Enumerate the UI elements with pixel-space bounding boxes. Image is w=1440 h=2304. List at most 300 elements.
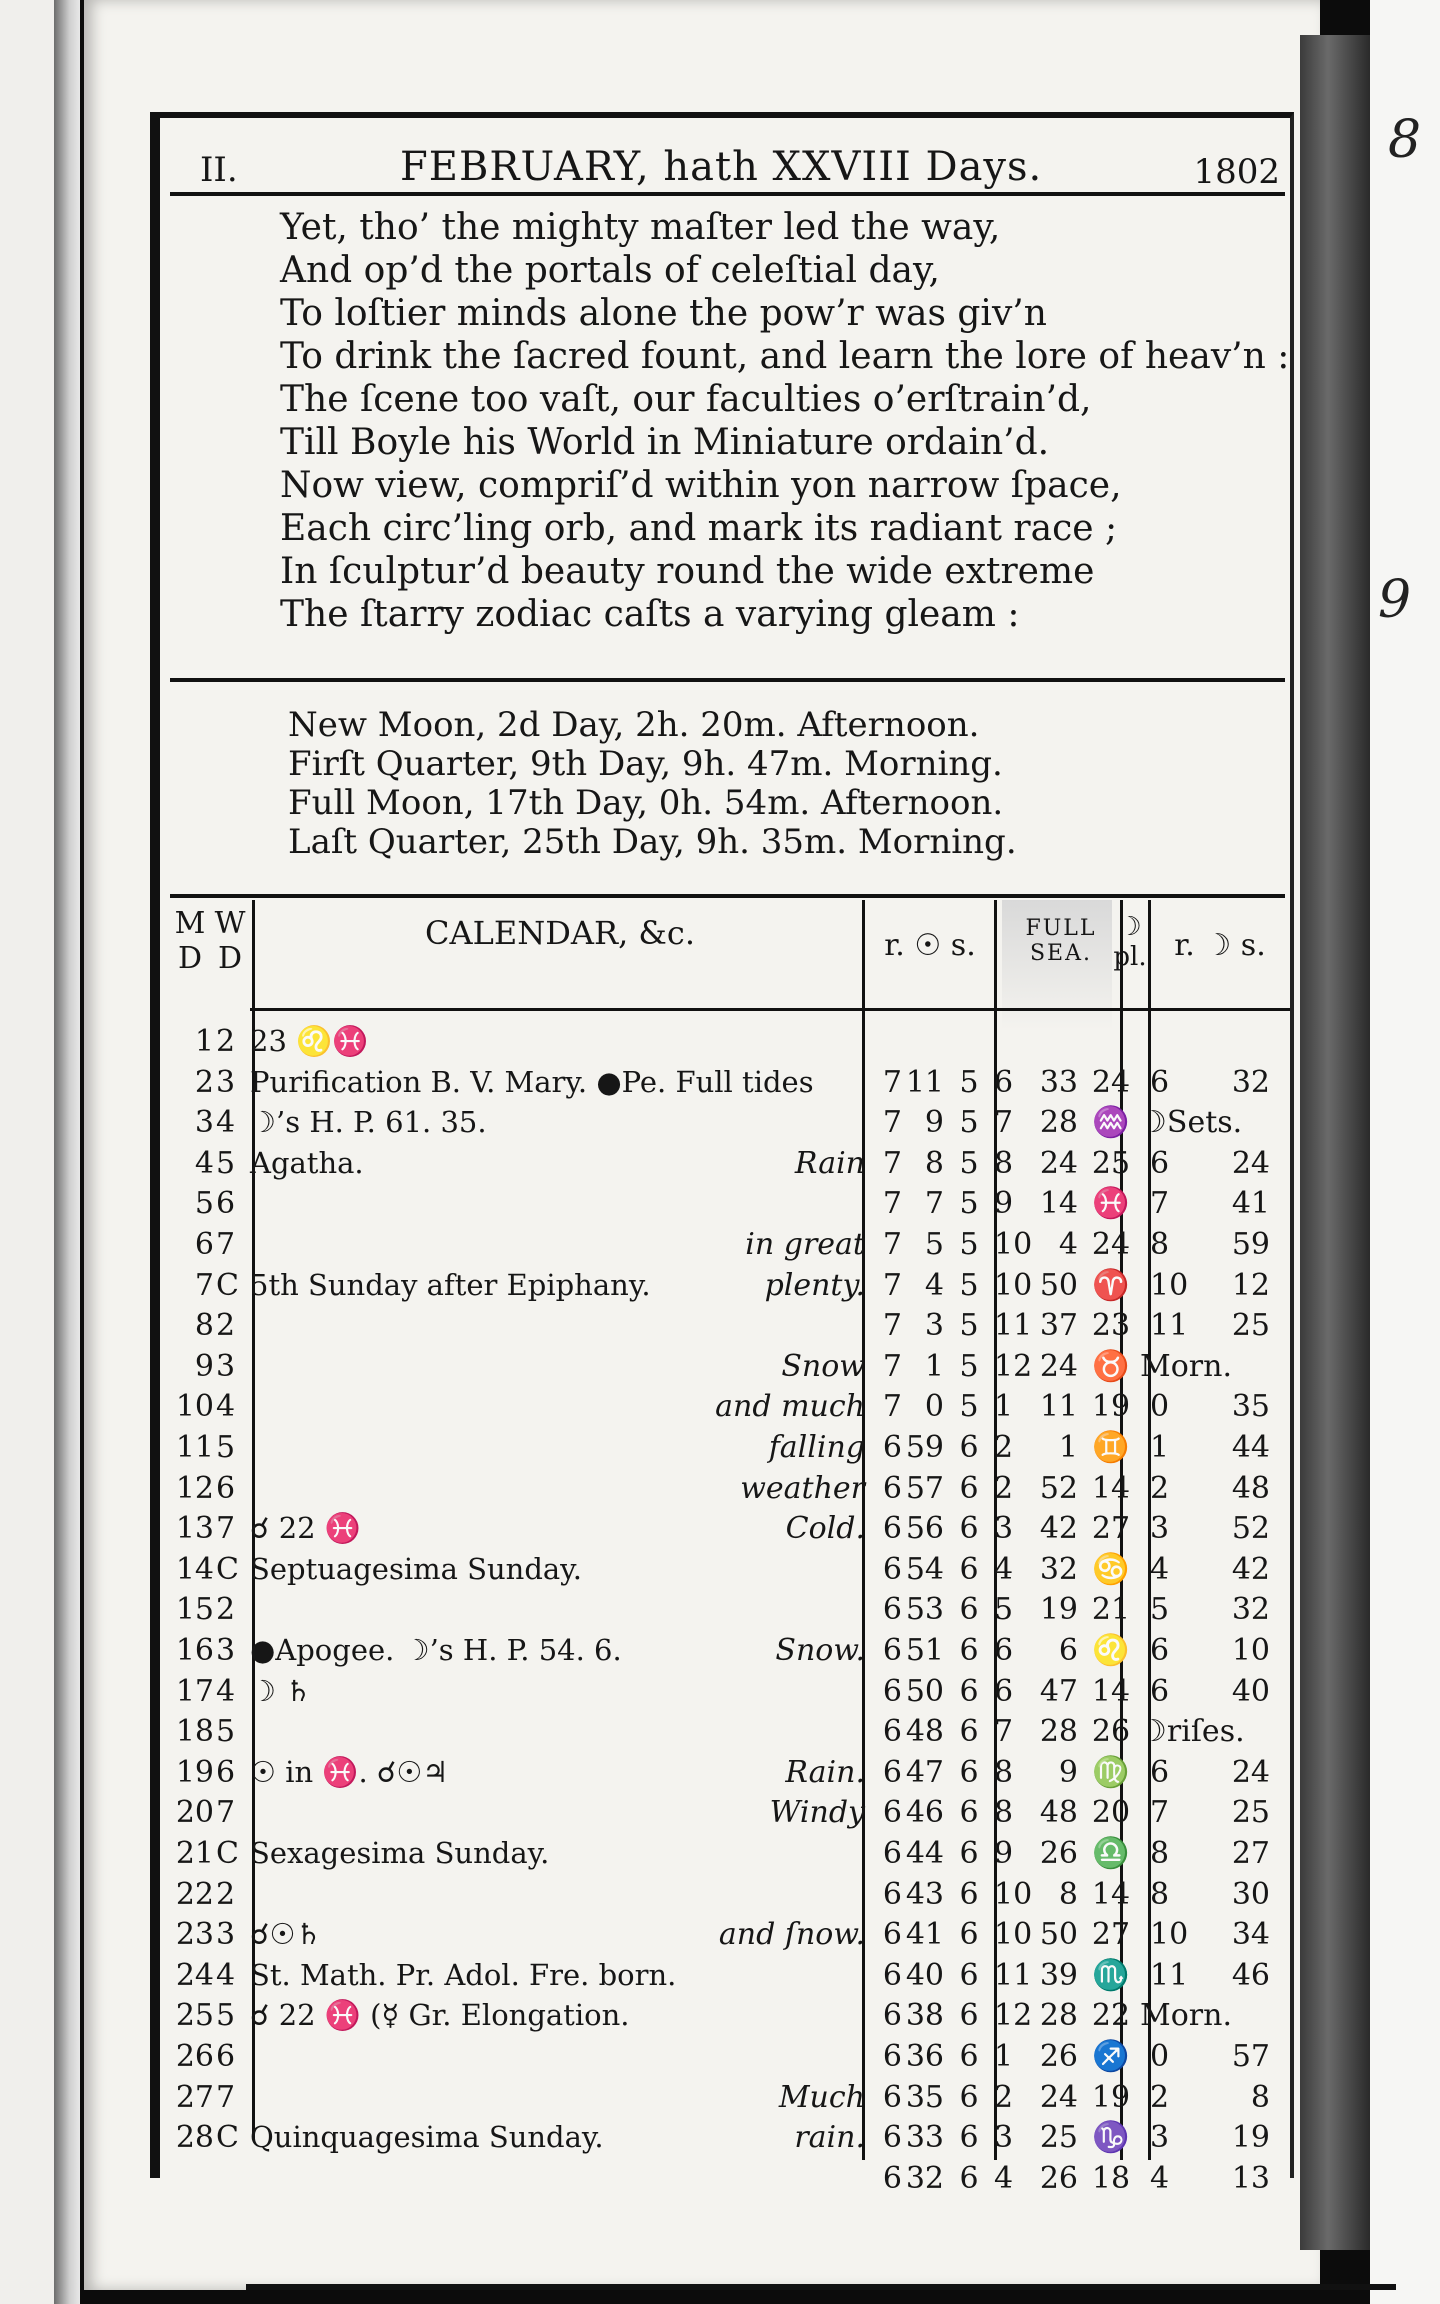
poem-line: The ſtarry zodiac caſts a varying gleam : — [280, 594, 1020, 635]
cell-sr: 6 — [882, 1470, 902, 1506]
cell-mh: ☽riſes. — [1140, 1714, 1245, 1750]
calendar-row — [160, 1631, 1290, 1671]
margin-mark-top: 8 — [1388, 110, 1422, 170]
cell-wd: 5 — [216, 1430, 236, 1465]
calendar-row — [160, 1063, 1290, 1103]
cell-wd: 6 — [216, 2039, 236, 2074]
cell-mh: 6 — [1150, 1633, 1170, 1668]
calendar-row — [160, 1753, 1290, 1793]
cell-fh: 2 — [994, 1470, 1014, 1506]
cell-pl: 25 — [1091, 1145, 1131, 1181]
cell-fm: 24 — [1039, 1348, 1078, 1384]
cell-sr: 6 — [882, 1754, 902, 1790]
cell-ss: 5 — [959, 1145, 979, 1181]
cell-fm: 50 — [1039, 1917, 1078, 1953]
cell-ss: 6 — [959, 1430, 979, 1465]
cell-ss: 5 — [959, 1348, 979, 1384]
cell-mm: 30 — [1231, 1876, 1270, 1912]
cell-mh: 3 — [1150, 1511, 1170, 1547]
page-header — [160, 136, 1290, 196]
cell-note: Much — [778, 2079, 865, 2115]
cell-note: plenty. — [764, 1267, 865, 1303]
poem-line: Yet, tho’ the mighty maſter led the way, — [280, 207, 1001, 248]
cell-mh: 8 — [1150, 1876, 1170, 1912]
cell-wd: C — [216, 1267, 239, 1303]
calendar-row — [160, 1103, 1290, 1143]
cell-fh: 11 — [994, 1957, 1033, 1993]
cell-fm: 14 — [1039, 1186, 1078, 1222]
cell-note: Cold. — [785, 1511, 865, 1547]
cell-cal: 23 ♌♓ — [250, 1024, 369, 1058]
cell-fh: 12 — [994, 1348, 1033, 1384]
cell-sr: 7 — [882, 1227, 902, 1262]
cell-srm: 46 — [905, 1795, 944, 1831]
cell-ss: 5 — [959, 1105, 979, 1141]
cell-note: Snow. — [775, 1633, 865, 1668]
cell-sr: 6 — [882, 1795, 902, 1831]
margin-mark-bottom: 9 — [1378, 570, 1412, 630]
cell-cal: ●Apogee. ☽’s H. P. 54. 6. — [250, 1633, 622, 1667]
cell-pl: ♍ — [1092, 1754, 1130, 1790]
calendar-row — [160, 1672, 1290, 1712]
cell-fh: 4 — [994, 1551, 1014, 1587]
cell-note: in great — [745, 1227, 865, 1262]
calendar-row — [160, 1956, 1290, 1996]
cell-cal: Quinquagesima Sunday. — [250, 2120, 604, 2155]
cell-pl: ♋ — [1092, 1551, 1130, 1587]
cell-pl: 21 — [1091, 1592, 1131, 1628]
poem-line: To loſtier minds alone the pow’r was giv’n — [280, 293, 1047, 334]
cell-fh: 7 — [994, 1714, 1014, 1750]
cell-fm: 19 — [1039, 1592, 1078, 1628]
cell-mm: 13 — [1231, 2160, 1270, 2196]
cell-srm: 56 — [905, 1511, 944, 1547]
cell-sr: 6 — [882, 2039, 902, 2074]
cell-fm: 52 — [1039, 1470, 1078, 1506]
cell-fh: 10 — [994, 1267, 1033, 1303]
cell-cal: 5th Sunday after Epiphany. — [250, 1267, 651, 1302]
cell-pl: ♏ — [1092, 1957, 1130, 1993]
calendar-row — [160, 1996, 1290, 2036]
cell-srm: 40 — [905, 1957, 944, 1993]
cell-pl: ♒ — [1092, 1105, 1130, 1141]
cell-md: 22 — [175, 1876, 214, 1912]
cell-wd: 4 — [216, 1105, 236, 1141]
cell-srm: 5 — [924, 1227, 944, 1262]
calendar-row — [160, 1428, 1290, 1468]
cell-fm: 11 — [1039, 1389, 1078, 1425]
cell-mm: 25 — [1231, 1795, 1270, 1831]
cell-sr: 6 — [882, 1917, 902, 1953]
cell-fh: 11 — [994, 1308, 1033, 1344]
cell-srm: 36 — [905, 2039, 944, 2074]
cell-mh: Morn. — [1140, 1348, 1232, 1384]
cell-sr: 6 — [882, 1592, 902, 1628]
cell-mh: 0 — [1150, 2039, 1170, 2074]
cell-md: 13 — [175, 1511, 214, 1547]
cell-sr: 7 — [882, 1308, 902, 1344]
cell-ss: 6 — [959, 1470, 979, 1506]
cell-srm: 33 — [905, 2120, 944, 2156]
cell-ss: 5 — [959, 1227, 979, 1262]
page-shadow-edge — [1300, 35, 1370, 2250]
cell-fm: 47 — [1039, 1673, 1078, 1709]
calendar-row — [160, 1266, 1290, 1306]
facing-page — [1370, 0, 1440, 2304]
cell-note: falling — [768, 1430, 865, 1465]
cell-srm: 7 — [924, 1186, 944, 1222]
poem-line: And op’d the portals of celeſtial day, — [280, 250, 940, 291]
header-full-sea: FULL SEA. — [1025, 916, 1097, 966]
cell-md: 24 — [175, 1957, 214, 1993]
cell-mh: 2 — [1150, 2079, 1170, 2115]
cell-fh: 7 — [994, 1105, 1014, 1141]
cell-srm: 32 — [905, 2160, 944, 2196]
header-sun: r. ☉ s. — [884, 928, 976, 963]
cell-mm: 42 — [1231, 1551, 1270, 1587]
cell-mm: 27 — [1231, 1836, 1270, 1871]
poem — [280, 206, 1290, 636]
calendar-row — [160, 2078, 1290, 2118]
calendar-row — [160, 2159, 1290, 2199]
cell-cal: ☉ in ♓. ☌☉♃ — [250, 1754, 449, 1789]
cell-ss: 5 — [959, 1064, 979, 1100]
cell-mm: 24 — [1231, 1145, 1270, 1181]
moon-phases — [288, 706, 1278, 862]
cell-mm: 32 — [1231, 1064, 1270, 1100]
cell-fm: 37 — [1039, 1308, 1078, 1344]
poem-line: Now view, compriſ’d within yon narrow ſpace, — [280, 465, 1122, 506]
cell-mh: 10 — [1150, 1917, 1189, 1953]
header-calendar: CALENDAR, &c. — [425, 914, 695, 952]
cell-note: Rain — [794, 1145, 865, 1181]
cell-mm: 44 — [1231, 1430, 1270, 1465]
cell-fm: 50 — [1039, 1267, 1078, 1303]
cell-wd: 3 — [216, 1633, 236, 1668]
cell-md: 16 — [175, 1633, 214, 1668]
cell-mh: 11 — [1150, 1308, 1189, 1344]
cell-md: 15 — [175, 1592, 214, 1628]
cell-cal: ☌ 22 ♓ — [250, 1511, 361, 1546]
cell-sr: 6 — [882, 1551, 902, 1587]
cell-mh: 7 — [1150, 1795, 1170, 1831]
cell-wd: 7 — [216, 1511, 236, 1547]
cell-fm: 28 — [1039, 1105, 1078, 1141]
cell-md: 7 — [194, 1267, 214, 1303]
cell-fh: 1 — [994, 1389, 1014, 1425]
cell-srm: 8 — [924, 1145, 944, 1181]
cell-wd: C — [216, 2120, 239, 2156]
cell-fh: 2 — [994, 2079, 1014, 2115]
cell-wd: C — [216, 1836, 239, 1871]
cell-fh: 10 — [994, 1876, 1033, 1912]
calendar-row — [160, 1022, 1290, 1062]
cell-cal: ☌ 22 ♓ (☿ Gr. Elongation. — [250, 1998, 630, 2033]
cell-mh: 6 — [1150, 1754, 1170, 1790]
cell-srm: 9 — [924, 1105, 944, 1141]
cell-fm: 39 — [1039, 1957, 1078, 1993]
poem-line: In ſculptur’d beauty round the wide extreme — [280, 551, 1095, 592]
cell-mm: 34 — [1231, 1917, 1270, 1953]
cell-sr: 6 — [882, 1633, 902, 1668]
cell-md: 2 — [194, 1064, 214, 1100]
cell-sr: 7 — [882, 1389, 902, 1425]
cell-ss: 6 — [959, 1551, 979, 1587]
cell-mh: 8 — [1150, 1227, 1170, 1262]
cell-srm: 57 — [905, 1470, 944, 1506]
cell-fm: 26 — [1039, 2039, 1078, 2074]
calendar-row — [160, 1509, 1290, 1549]
cell-wd: 2 — [216, 1876, 236, 1912]
calendar-row — [160, 1144, 1290, 1184]
cell-mm: 46 — [1231, 1957, 1270, 1993]
cell-sr: 6 — [882, 2079, 902, 2115]
cell-mh: 3 — [1150, 2120, 1170, 2156]
cell-cal: Septuagesima Sunday. — [250, 1551, 582, 1586]
cell-mm: 12 — [1231, 1267, 1270, 1303]
cell-md: 3 — [194, 1105, 214, 1141]
cell-pl: 27 — [1091, 1511, 1131, 1547]
cell-fm: 4 — [1058, 1227, 1078, 1262]
calendar-row — [160, 1184, 1290, 1224]
cell-wd: 7 — [216, 1795, 236, 1831]
cell-srm: 0 — [924, 1389, 944, 1425]
cell-srm: 3 — [924, 1308, 944, 1344]
cell-note: weather — [740, 1470, 865, 1506]
cell-mm: 24 — [1231, 1754, 1270, 1790]
cell-mm: 35 — [1231, 1389, 1270, 1425]
cell-mh: 0 — [1150, 1389, 1170, 1425]
cell-pl: 24 — [1091, 1227, 1131, 1262]
cell-wd: 5 — [216, 1145, 236, 1181]
calendar-row — [160, 1469, 1290, 1509]
cell-mh: 4 — [1150, 1551, 1170, 1587]
cell-mm: 32 — [1231, 1592, 1270, 1628]
cell-note: Windy — [769, 1795, 865, 1831]
cell-ss: 6 — [959, 2079, 979, 2115]
cell-pl: 14 — [1091, 1470, 1131, 1506]
cell-cal: Purification B. V. Mary. ●Pe. Full tides — [250, 1064, 814, 1099]
cell-ss: 6 — [959, 1673, 979, 1709]
cell-fh: 2 — [994, 1430, 1014, 1465]
cell-fm: 8 — [1058, 1876, 1078, 1912]
cell-sr: 6 — [882, 1957, 902, 1993]
cell-mm: 10 — [1231, 1633, 1270, 1668]
cell-note: Snow — [781, 1348, 865, 1384]
cell-fh: 6 — [994, 1673, 1014, 1709]
cell-sr: 7 — [882, 1105, 902, 1141]
cell-mh: 7 — [1150, 1186, 1170, 1222]
cell-md: 5 — [194, 1186, 214, 1222]
month-title: FEBRUARY, hath XXVIII Days. — [400, 144, 1043, 190]
poem-line: Each circ’ling orb, and mark its radiant race ; — [280, 508, 1118, 549]
cell-note: and ſnow. — [718, 1917, 865, 1953]
cell-md: 14 — [175, 1551, 214, 1587]
cell-ss: 6 — [959, 1836, 979, 1871]
cell-wd: 6 — [216, 1470, 236, 1506]
cell-fm: 28 — [1039, 1714, 1078, 1750]
cell-sr: 6 — [882, 1836, 902, 1871]
cell-srm: 4 — [924, 1267, 944, 1303]
cell-fh: 10 — [994, 1227, 1033, 1262]
cell-fm: 1 — [1058, 1430, 1078, 1465]
cell-ss: 6 — [959, 1876, 979, 1912]
calendar-row — [160, 1915, 1290, 1955]
cell-md: 11 — [175, 1430, 214, 1465]
cell-md: 20 — [175, 1795, 214, 1831]
cell-sr: 6 — [882, 1876, 902, 1912]
cell-fh: 1 — [994, 2039, 1014, 2074]
cell-srm: 35 — [905, 2079, 944, 2115]
calendar-row — [160, 1793, 1290, 1833]
cell-ss: 5 — [959, 1267, 979, 1303]
cell-fm: 6 — [1058, 1633, 1078, 1668]
cell-fh: 10 — [994, 1917, 1033, 1953]
cell-mm: 8 — [1250, 2079, 1270, 2115]
cell-srm: 43 — [905, 1876, 944, 1912]
cell-mh: 5 — [1150, 1592, 1170, 1628]
cell-md: 25 — [175, 1998, 214, 2034]
cell-ss: 6 — [959, 1511, 979, 1547]
cell-fm: 24 — [1039, 1145, 1078, 1181]
cell-fm: 9 — [1058, 1754, 1078, 1790]
cell-ss: 6 — [959, 1714, 979, 1750]
cell-pl: ♊ — [1092, 1430, 1130, 1465]
cell-wd: 4 — [216, 1957, 236, 1993]
moon-phase-line: Laſt Quarter, 25th Day, 9h. 35m. Morning. — [288, 822, 1017, 862]
cell-cal: Agatha. — [250, 1145, 364, 1180]
cell-wd: C — [216, 1551, 239, 1587]
cell-cal: ☽ ♄ — [250, 1673, 312, 1708]
cell-pl: 19 — [1091, 2079, 1131, 2115]
cell-md: 17 — [175, 1673, 214, 1709]
page-frame — [150, 112, 1294, 2196]
cell-fh: 8 — [994, 1145, 1014, 1181]
poem-line: Till Boyle his World in Miniature ordain’d. — [280, 422, 1050, 463]
poem-line: To drink the ſacred fount, and learn the lore of heav’n : — [280, 336, 1290, 377]
cell-srm: 50 — [905, 1673, 944, 1709]
cell-ss: 6 — [959, 1633, 979, 1668]
cell-fm: 33 — [1039, 1064, 1078, 1100]
cell-wd: 2 — [216, 1592, 236, 1628]
cell-sr: 7 — [882, 1064, 902, 1100]
cell-md: 1 — [194, 1024, 214, 1059]
cell-ss: 6 — [959, 1998, 979, 2034]
cell-wd: 5 — [216, 1998, 236, 2034]
cell-pl: ♎ — [1092, 1836, 1130, 1871]
cell-sr: 6 — [882, 1673, 902, 1709]
calendar-row — [160, 1306, 1290, 1346]
cell-fh: 5 — [994, 1592, 1014, 1628]
cell-pl: ♐ — [1092, 2039, 1130, 2074]
calendar-row — [160, 1347, 1290, 1387]
cell-wd: 7 — [216, 2079, 236, 2115]
year: 1802 — [1193, 152, 1280, 192]
moon-phase-line: Firſt Quarter, 9th Day, 9h. 47m. Morning. — [288, 744, 1003, 784]
left-page-edge — [0, 0, 54, 2304]
cell-fm: 26 — [1039, 1836, 1078, 1871]
cell-ss: 6 — [959, 1592, 979, 1628]
calendar-row — [160, 2118, 1290, 2158]
cell-mh: 8 — [1150, 1836, 1170, 1871]
moon-phase-line: New Moon, 2d Day, 2h. 20m. Afternoon. — [288, 705, 980, 745]
cell-mh: 11 — [1150, 1957, 1189, 1993]
cell-mm: 19 — [1231, 2120, 1270, 2156]
cell-sr: 6 — [882, 1714, 902, 1750]
bottom-rule — [246, 2284, 1396, 2290]
cell-srm: 1 — [924, 1348, 944, 1384]
cell-wd: 6 — [216, 1186, 236, 1222]
cell-md: 12 — [175, 1470, 214, 1506]
cell-ss: 6 — [959, 2039, 979, 2074]
cell-mm: 41 — [1231, 1186, 1270, 1222]
cell-mh: Morn. — [1140, 1998, 1232, 2034]
cell-pl: 14 — [1091, 1673, 1131, 1709]
cell-ss: 6 — [959, 1754, 979, 1790]
cell-mh: 4 — [1150, 2160, 1170, 2196]
cell-pl: ♓ — [1092, 1186, 1130, 1222]
cell-md: 28 — [175, 2120, 214, 2156]
month-number: II. — [200, 150, 238, 190]
cell-wd: 4 — [216, 1673, 236, 1709]
cell-fh: 3 — [994, 1511, 1014, 1547]
cell-ss: 6 — [959, 2160, 979, 2196]
cell-md: 10 — [175, 1389, 214, 1425]
cell-mm: 57 — [1231, 2039, 1270, 2074]
cell-fh: 4 — [994, 2160, 1014, 2196]
cell-cal: St. Math. Pr. Adol. Fre. born. — [250, 1957, 677, 1992]
cell-wd: 6 — [216, 1754, 236, 1790]
cell-ss: 5 — [959, 1308, 979, 1344]
cell-md: 26 — [175, 2039, 214, 2074]
cell-ss: 6 — [959, 1795, 979, 1831]
cell-wd: 2 — [216, 1024, 236, 1059]
header-moon-place: ☽ pl. — [1113, 912, 1147, 972]
cell-mh: 10 — [1150, 1267, 1189, 1303]
cell-mh: 6 — [1150, 1145, 1170, 1181]
cell-md: 4 — [194, 1145, 214, 1181]
cell-srm: 51 — [905, 1633, 944, 1668]
cell-srm: 44 — [905, 1836, 944, 1871]
cell-note: rain. — [794, 2120, 865, 2156]
cell-sr: 6 — [882, 2120, 902, 2156]
cell-ss: 5 — [959, 1186, 979, 1222]
cell-fh: 9 — [994, 1836, 1014, 1871]
cell-cal: ☌☉♄ — [250, 1917, 322, 1952]
cell-sr: 6 — [882, 1430, 902, 1465]
cell-wd: 4 — [216, 1389, 236, 1425]
cell-md: 18 — [175, 1714, 214, 1750]
cell-pl: 26 — [1091, 1714, 1131, 1750]
cell-fh: 12 — [994, 1998, 1033, 2034]
cell-md: 27 — [175, 2079, 214, 2115]
cell-fm: 26 — [1039, 2160, 1078, 2196]
cell-fm: 32 — [1039, 1551, 1078, 1587]
cell-mm: 40 — [1231, 1673, 1270, 1709]
cell-wd: 3 — [216, 1917, 236, 1953]
header-md: M D — [174, 906, 206, 976]
cell-mh: 6 — [1150, 1673, 1170, 1709]
cell-srm: 47 — [905, 1754, 944, 1790]
cell-sr: 7 — [882, 1267, 902, 1303]
cell-fm: 42 — [1039, 1511, 1078, 1547]
cell-pl: 23 — [1091, 1308, 1131, 1344]
cell-sr: 7 — [882, 1348, 902, 1384]
poem-line: The ſcene too vaſt, our faculties o’erſtrain’d, — [280, 379, 1092, 420]
poem-rule — [170, 678, 1285, 682]
cell-md: 21 — [175, 1836, 214, 1871]
cell-fh: 8 — [994, 1795, 1014, 1831]
